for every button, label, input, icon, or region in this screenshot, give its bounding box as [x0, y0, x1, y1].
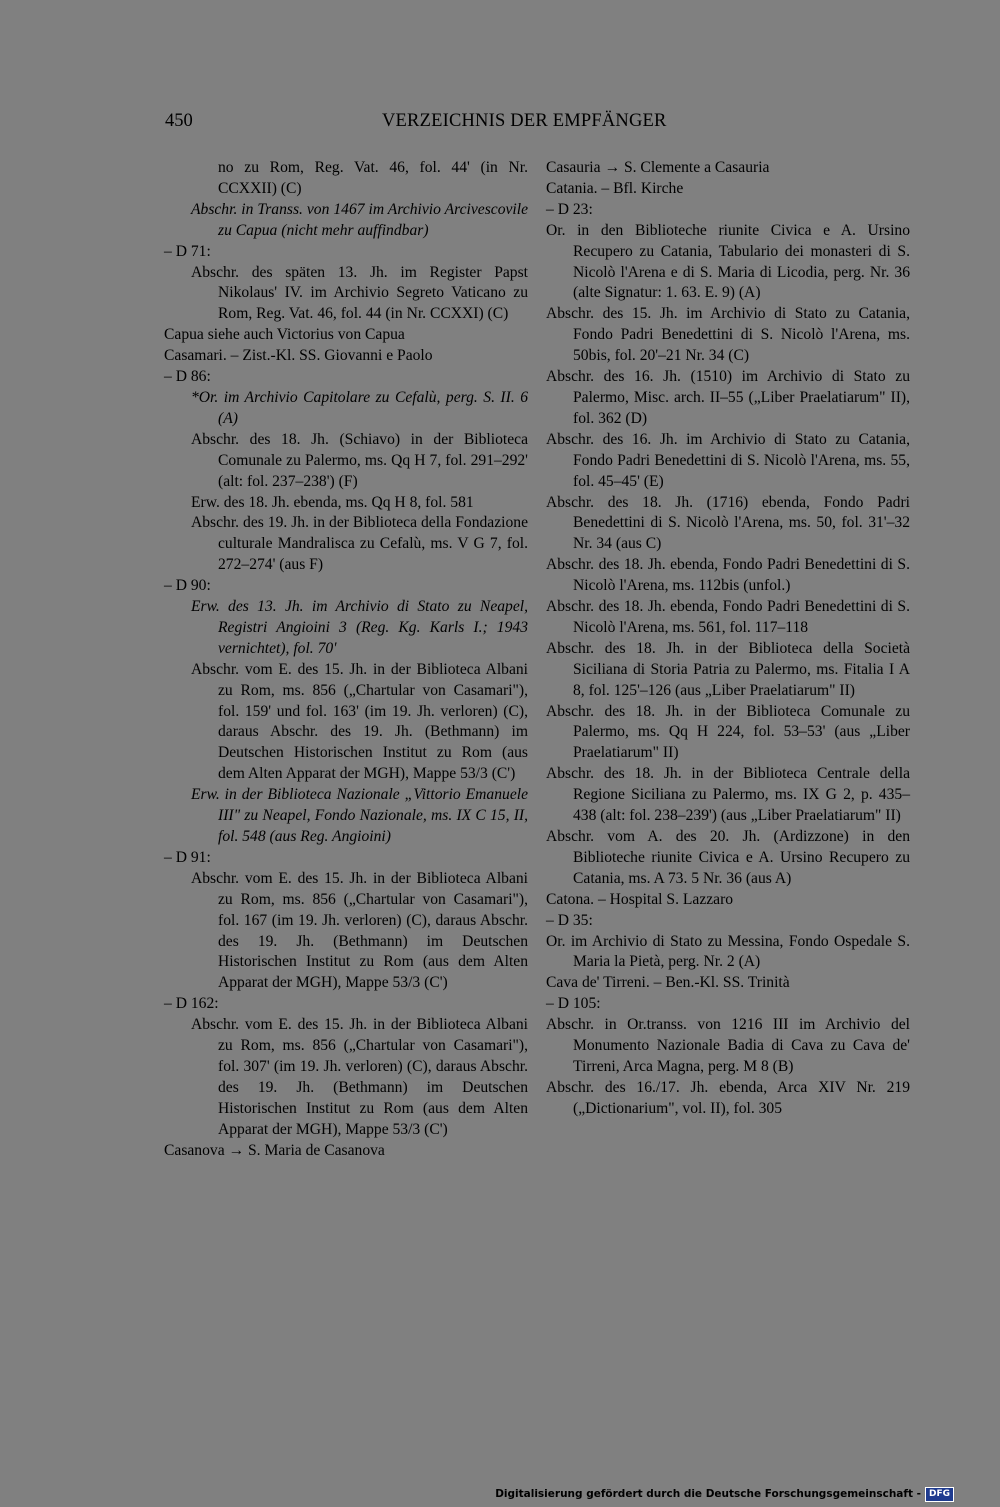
index-entry: Catania. – Bfl. Kirche — [546, 179, 684, 197]
index-entry: – D 105: — [546, 995, 601, 1013]
index-entry: Erw. in der Biblioteca Nazionale „Vittorio Emanuele III" zu Neapel, Fondo Nazionale, ms. IX C 15, II, fol. 548 (aus Reg. Angioini) — [191, 786, 528, 845]
index-entry: Abschr. des 18. Jh. in der Biblioteca Comunale zu Palermo, ms. Qq H 224, fol. 53–53' (aus „Liber Praelatiarum" II) — [546, 702, 910, 762]
index-entry: Abschr. des 18. Jh. (1716) ebenda, Fondo Padri Benedettini di S. Nicolò l'Arena, ms. 50, fol. 31'–32 Nr. 34 (aus C) — [546, 493, 910, 553]
index-entry: Abschr. des 18. Jh. ebenda, Fondo Padri Benedettini di S. Nicolò l'Arena, ms. 561, fol. 117–118 — [546, 598, 910, 636]
digitization-footer — [495, 1486, 954, 1502]
index-entry: Abschr. des 18. Jh. in der Biblioteca della Società Siciliana di Storia Patria zu Palermo, ms. Fitalia I A 8, fol. 125'–126 (aus „Liber Praelatiarum" II) — [546, 639, 910, 699]
index-entry: Casauria → S. Clemente a Casauria — [546, 159, 770, 176]
index-entry: Abschr. vom A. des 20. Jh. (Ardizzone) in den Biblioteche riunite Civica e A. Ursino Recupero zu Catania, ms. A 73. 5 Nr. 36 (aus A) — [546, 828, 910, 887]
dfg-logo: DFG — [925, 1487, 954, 1502]
index-entry: Erw. des 18. Jh. ebenda, ms. Qq H 8, fol. 581 — [191, 493, 474, 511]
running-title: VERZEICHNIS DER EMPFÄNGER — [382, 111, 667, 131]
index-entry: – D 71: — [164, 242, 211, 260]
index-entry: Or. im Archivio di Stato zu Messina, Fondo Ospedale S. Maria la Pietà, perg. Nr. 2 (A) — [546, 932, 910, 971]
index-entry: Abschr. des 19. Jh. in der Biblioteca della Fondazione culturale Mandralisca zu Cefalù, ms. V G 7, fol. 272–274' (aus F) — [191, 514, 528, 574]
index-entry: *Or. im Archivio Capitolare zu Cefalù, perg. S. II. 6 (A) — [191, 388, 528, 427]
index-entry: – D 35: — [546, 911, 593, 929]
index-entry: Abschr. des 16. Jh. im Archivio di Stato zu Catania, Fondo Padri Benedettini di S. Nicolò l'Arena, ms. 55, fol. 45–45' (E) — [546, 430, 910, 490]
index-entry: no zu Rom, Reg. Vat. 46, fol. 44' (in Nr. CCXXII) (C) — [218, 159, 528, 197]
index-entry: Casanova → S. Maria de Casanova — [164, 1141, 385, 1159]
index-entry: Abschr. des 18. Jh. in der Biblioteca Centrale della Regione Siciliana zu Palermo, ms. IX G 2, p. 435–438 (alt: fol. 238–239') (aus „Liber Praelatiarum" II) — [546, 765, 910, 825]
index-entry: – D 162: — [164, 995, 219, 1013]
index-entry: – D 86: — [164, 368, 211, 386]
index-entry: Abschr. des 16. Jh. (1510) im Archivio di Stato zu Palermo, Misc. arch. II–55 („Liber Praelatiarum" II), fol. 362 (D) — [546, 368, 910, 427]
index-entry: Abschr. des 15. Jh. im Archivio di Stato zu Catania, Fondo Padri Benedettini di S. Nicolò l'Arena, ms. 50bis, fol. 20'–21 Nr. 34 (C) — [546, 305, 910, 365]
index-entry: Abschr. vom E. des 15. Jh. in der Biblioteca Albani zu Rom, ms. 856 („Chartular von Casamari"), fol. 167 (im 19. Jh. verloren) (C), daraus Abschr. des 19. Jh. (Bethmann) im Deutschen Historischen Institut zu Rom (aus dem Alten Apparat der MGH), Mappe 53/3 (C') — [191, 869, 528, 992]
index-entry: Abschr. des 18. Jh. ebenda, Fondo Padri Benedettini di S. Nicolò l'Arena, ms. 112bis (unfol.) — [546, 556, 910, 595]
left-column — [164, 158, 528, 1162]
index-entry: Abschr. in Transs. von 1467 im Archivio Arcivescovile zu Capua (nicht mehr auffindbar) — [191, 200, 528, 239]
index-entry: Abschr. vom E. des 15. Jh. in der Biblioteca Albani zu Rom, ms. 856 („Chartular von Casamari"), fol. 159' und fol. 163' (im 19. Jh. verloren) (C), daraus Abschr. des 19. Jh. (Bethmann) im Deutschen Historischen Institut zu Rom (aus dem Alten Apparat der MGH), Mappe 53/3 (C') — [191, 660, 528, 783]
index-entry: Or. in den Biblioteche riunite Civica e A. Ursino Recupero zu Catania, Tabulario dei monasteri di S. Nicolò l'Arena e di S. Maria di Licodia, perg. Nr. 36 (alte Signatur: 1. 63. E. 9) (A) — [546, 221, 910, 302]
index-entry: Abschr. vom E. des 15. Jh. in der Biblioteca Albani zu Rom, ms. 856 („Chartular von Casamari"), fol. 307' (im 19. Jh. verloren) (C), daraus Abschr. des 19. Jh. (Bethmann) im Deutschen Historischen Institut zu Rom (aus dem Alten Apparat der MGH), Mappe 53/3 (C') — [191, 1016, 528, 1138]
right-column — [546, 158, 910, 1120]
index-entry: Catona. – Hospital S. Lazzaro — [546, 890, 734, 908]
index-entry: Erw. des 13. Jh. im Archivio di Stato zu Neapel, Registri Angioini 3 (Reg. Kg. Karls I.; 1943 vernichtet), fol. 70' — [191, 598, 528, 657]
index-entry: Abschr. des 16./17. Jh. ebenda, Arca XIV Nr. 219 („Dictionarium", vol. II), fol. 305 — [546, 1078, 910, 1117]
index-entry: Abschr. in Or.transs. von 1216 III im Archivio del Monumento Nazionale Badia di Cava zu Cava de' Tirreni, Arca Magna, perg. M 8 (B) — [546, 1016, 910, 1075]
index-entry: Abschr. des 18. Jh. (Schiavo) in der Biblioteca Comunale zu Palermo, ms. Qq H 7, fol. 291–292' (alt: fol. 237–238') (F) — [191, 430, 528, 490]
index-entry: Cava de' Tirreni. – Ben.-Kl. SS. Trinità — [546, 974, 790, 992]
page-number: 450 — [165, 111, 193, 131]
index-entry: Casamari. – Zist.-Kl. SS. Giovanni e Paolo — [164, 347, 433, 365]
index-entry: Abschr. des späten 13. Jh. im Register Papst Nikolaus' IV. im Archivio Segreto Vaticano zu Rom, Reg. Vat. 46, fol. 44 (in Nr. CCXXI) (C) — [191, 263, 528, 323]
index-entry: – D 23: — [546, 200, 593, 218]
index-entry: Capua siehe auch Victorius von Capua — [164, 326, 405, 344]
funding-notice: Digitalisierung gefördert durch die Deutsche Forschungsgemeinschaft - — [495, 1488, 921, 1500]
index-entry: – D 90: — [164, 577, 211, 595]
index-entry: – D 91: — [164, 848, 211, 866]
